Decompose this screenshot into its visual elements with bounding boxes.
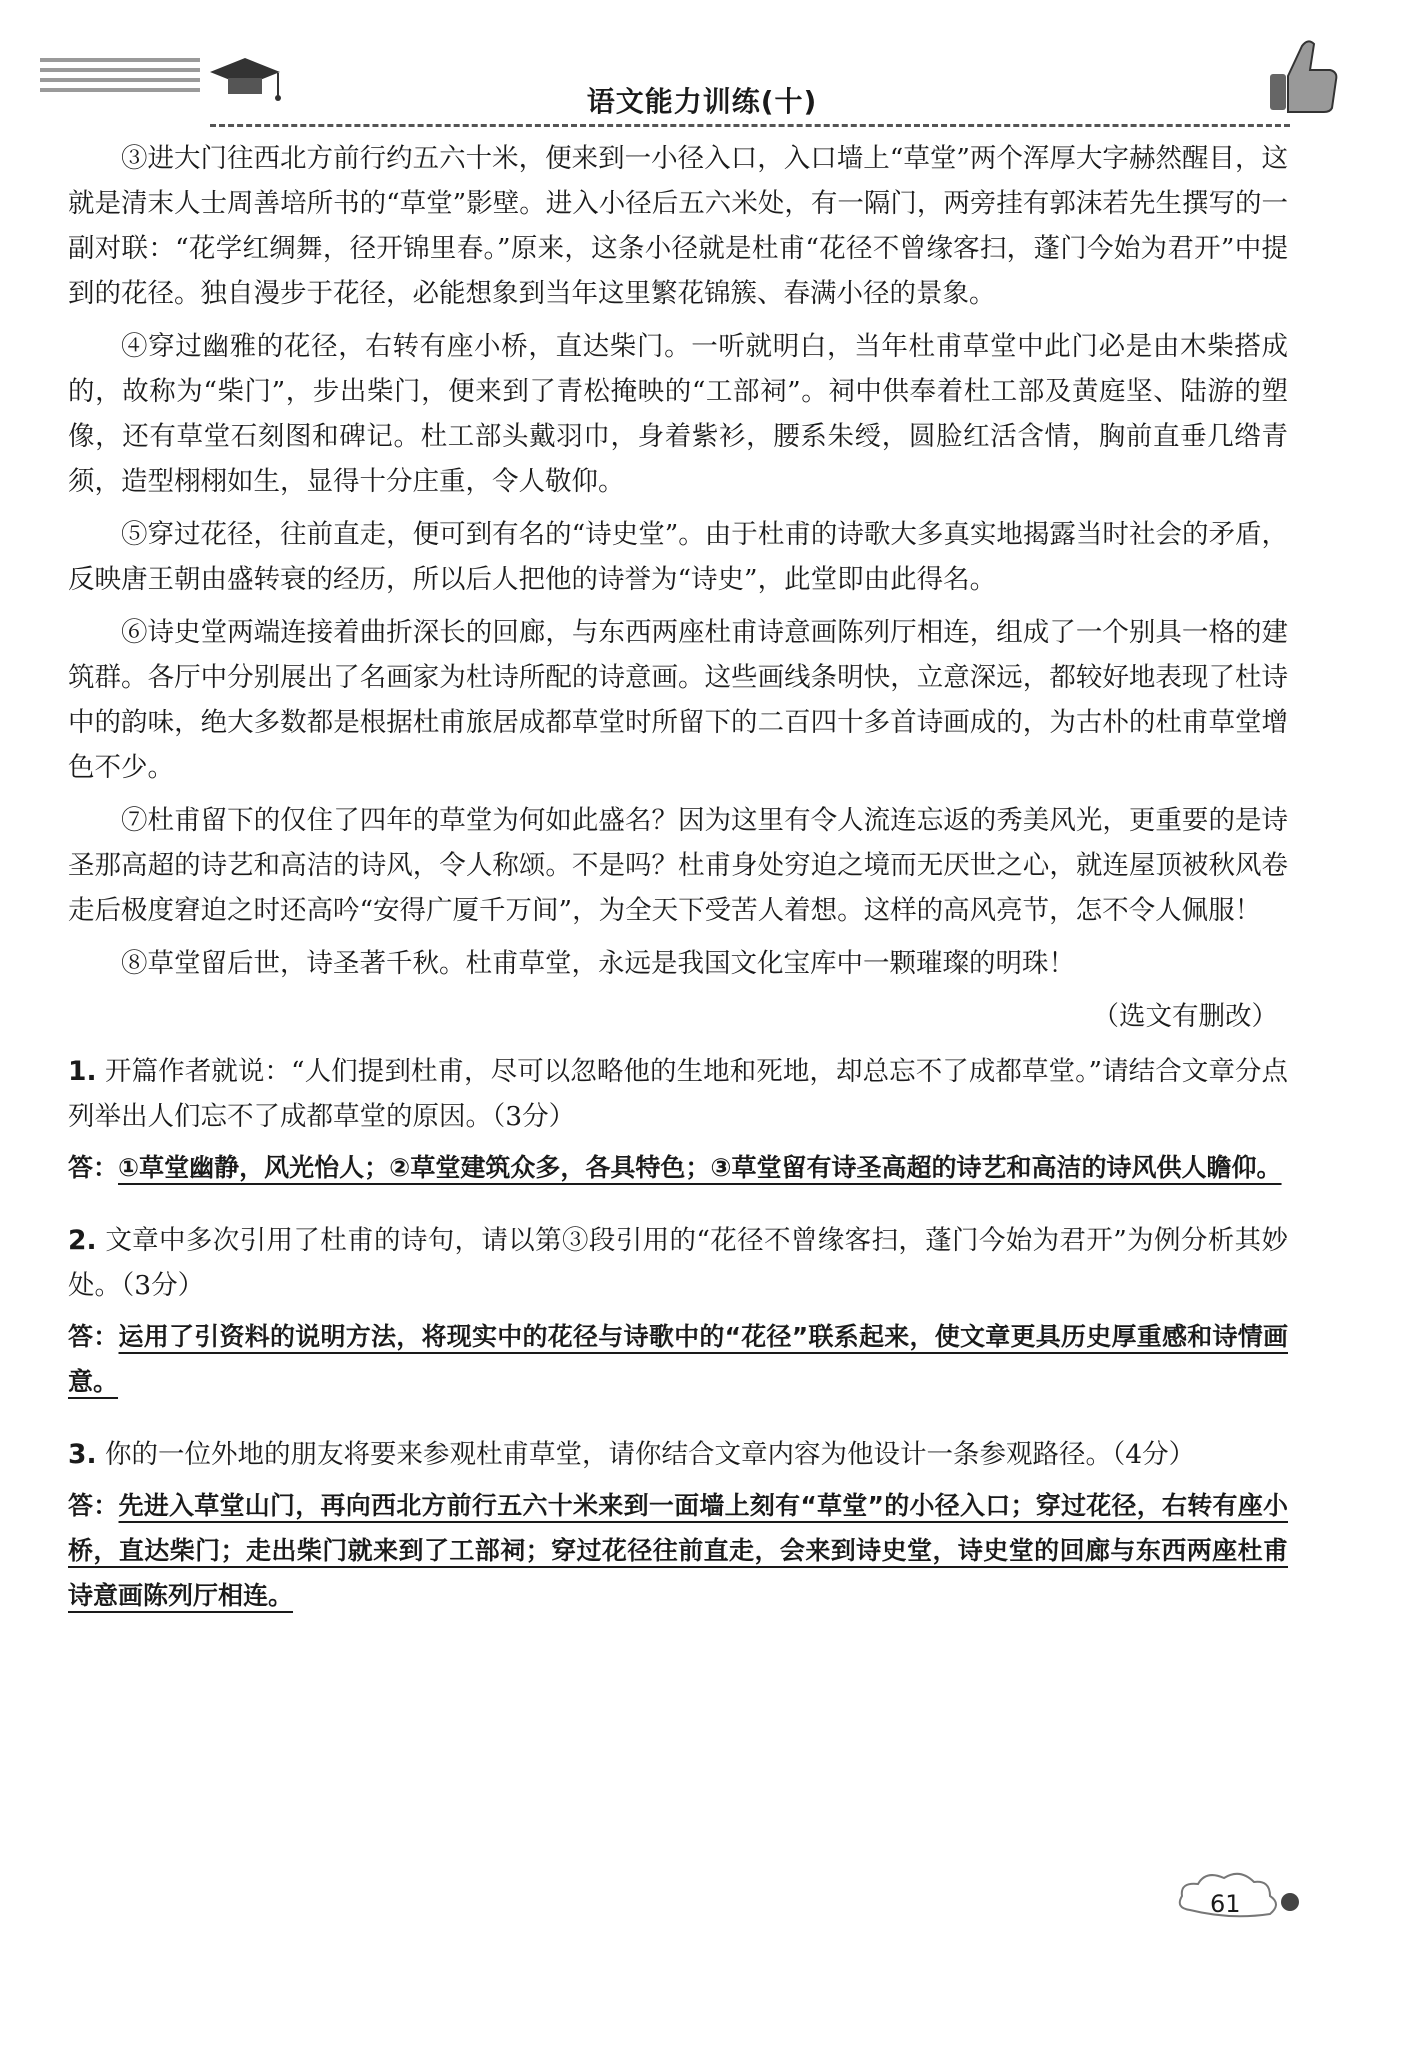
question-2 <box>68 1218 1288 1308</box>
header-divider <box>210 124 1290 127</box>
question-text: 你的一位外地的朋友将要来参观杜甫草堂，请你结合文章内容为他设计一条参观路径。（4分） <box>104 1439 1196 1470</box>
article-paragraph-3: ③进大门往西北方前行约五六十米，便来到一小径入口，入口墙上“草堂”两个浑厚大字赫然醒目，这就是清末人士周善培所书的“草堂”影壁。进入小径后五六米处，有一隔门，两旁挂有郭沫若先生撰写的一副对联：“花学红绸舞，径开锦里春。”原来，这条小径就是杜甫“花径不曾缘客扫，蓬门今始为君开”中提到的花径。独自漫步于花径，必能想象到当年这里繁花锦簇、春满小径的景象。 <box>68 143 1288 309</box>
answer-text: 先进入草堂山门，再向西北方前行五六十米来到一面墙上刻有“草堂”的小径入口；穿过花径，右转有座小桥，直达柴门；走出柴门就来到了工部祠；穿过花径往前直走，会来到诗史堂，诗史堂的回廊与东西两座杜甫诗意画陈列厅相连。 <box>68 1491 1288 1610</box>
article-paragraph-8: ⑧草堂留后世，诗圣著千秋。杜甫草堂，永远是我国文化宝库中一颗璀璨的明珠！ <box>121 948 1075 979</box>
answer-label: 答： <box>68 1491 119 1520</box>
page-header <box>0 0 1404 130</box>
article-paragraph-6: ⑥诗史堂两端连接着曲折深长的回廊，与东西两座杜甫诗意画陈列厅相连，组成了一个别具一格的建筑群。各厅中分别展出了名画家为杜诗所配的诗意画。这些画线条明快，立意深远，都较好地表现了杜诗中的韵味，绝大多数都是根据杜甫旅居成都草堂时所留下的二百四十多首诗画成的，为古朴的杜甫草堂增色不少。 <box>68 617 1288 783</box>
page-title: 语文能力训练(十) <box>586 85 818 118</box>
answer-1 <box>68 1145 1288 1190</box>
source-note: （选文有删改） <box>1092 1001 1278 1032</box>
question-number: 3. <box>68 1439 97 1470</box>
question-number: 1. <box>68 1056 97 1087</box>
answer-label: 答： <box>68 1153 119 1182</box>
question-number: 2. <box>68 1225 97 1256</box>
answer-text: ①草堂幽静，风光怡人；②草堂建筑众多，各具特色；③草堂留有诗圣高超的诗艺和高洁的诗风供人瞻仰。 <box>118 1153 1282 1182</box>
thumbs-up-icon <box>1262 30 1342 120</box>
answer-text: 运用了引资料的说明方法，将现实中的花径与诗歌中的“花径”联系起来，使文章更具历史厚重感和诗情画意。 <box>68 1322 1288 1396</box>
article-paragraph-4: ④穿过幽雅的花径，右转有座小桥，直达柴门。一听就明白，当年杜甫草堂中此门必是由木柴搭成的，故称为“柴门”，步出柴门，便来到了青松掩映的“工部祠”。祠中供奉着杜工部及黄庭坚、陆游的塑像，还有草堂石刻图和碑记。杜工部头戴羽巾，身着紫衫，腰系朱绶，圆脸红活含情，胸前直垂几绺青须，造型栩栩如生，显得十分庄重，令人敬仰。 <box>68 331 1288 497</box>
page-number: 61 <box>1210 1890 1241 1918</box>
article-paragraph-5: ⑤穿过花径，往前直走，便可到有名的“诗史堂”。由于杜甫的诗歌大多真实地揭露当时社会的矛盾，反映唐王朝由盛转衰的经历，所以后人把他的诗誉为“诗史”，此堂即由此得名。 <box>68 519 1288 595</box>
question-3 <box>68 1432 1288 1477</box>
answer-label: 答： <box>68 1322 119 1351</box>
article-paragraph-7: ⑦杜甫留下的仅住了四年的草堂为何如此盛名？因为这里有令人流连忘返的秀美风光，更重要的是诗圣那高超的诗艺和高洁的诗风，令人称颂。不是吗？杜甫身处穷迫之境而无厌世之心，就连屋顶被秋风卷走后极度窘迫之时还高吟“安得广厦千万间”，为全天下受苦人着想。这样的高风亮节，怎不令人佩服！ <box>68 805 1288 926</box>
answer-2 <box>68 1314 1288 1404</box>
answer-3 <box>68 1483 1288 1618</box>
page-content <box>68 136 1288 1646</box>
question-1 <box>68 1049 1288 1139</box>
question-text: 开篇作者就说：“人们提到杜甫，尽可以忽略他的生地和死地，却总忘不了成都草堂。”请结合文章分点列举出人们忘不了成都草堂的原因。（3分） <box>68 1056 1288 1132</box>
question-text: 文章中多次引用了杜甫的诗句，请以第③段引用的“花径不曾缘客扫，蓬门今始为君开”为例分析其妙处。（3分） <box>68 1225 1288 1301</box>
